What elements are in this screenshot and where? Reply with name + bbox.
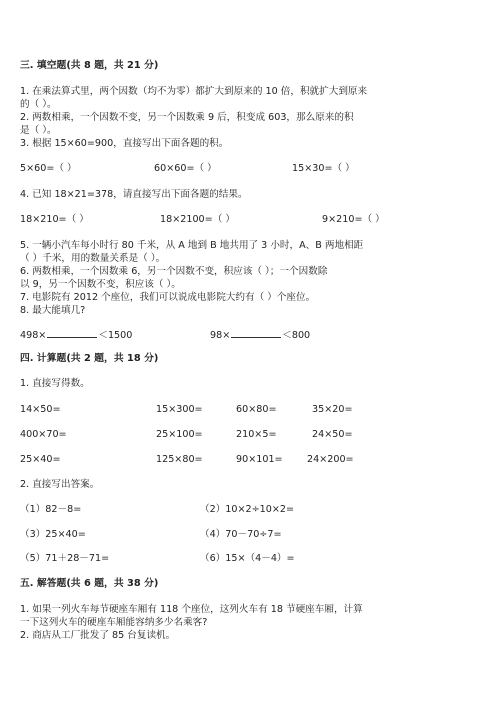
q3-8-item-2-blank[interactable] [231,329,281,338]
calc-r3-c1: 25×40= [20,454,61,465]
section-4-title: 四. 计算题(共 2 题，共 18 分) [20,353,159,364]
q3-8: 8. 最大能填几? [20,305,86,316]
calc-r1-c4: 35×20= [312,404,353,415]
answer-2: （2）10×2÷10×2= [200,504,295,515]
calc-r1-c2: 15×300= [156,404,203,415]
calc-r3-c4: 24×200= [307,454,354,465]
q5-2: 2. 商店从工厂批发了 85 台复读机。 [20,630,176,641]
calc-r2-c1: 400×70= [20,429,67,440]
q3-8-item-1-pre: 498× [20,330,47,341]
answer-6: （6）15×（4－4）= [200,553,295,564]
q3-4: 4. 已知 18×21=378，请直接写出下面各题的结果。 [20,189,248,200]
calc-r3-c3: 90×101= [236,454,283,465]
calc-r2-c4: 24×50= [312,429,353,440]
q3-8-item-2-post: ＜800 [282,330,311,341]
q3-8-item-2 [210,329,310,342]
calc-r1-c3: 60×80= [236,404,277,415]
q3-5-line2: （ ）千米，用的数量关系是（ ）。 [20,253,166,264]
section-5-title: 五. 解答题(共 6 题，共 38 分) [20,578,159,589]
q3-5-line1: 5. 一辆小汽车每小时行 80 千米，从 A 地到 B 地共用了 3 小时，A、B 两地相距 [20,240,364,251]
section-3-title: 三. 填空题(共 8 题，共 21 分) [20,60,159,71]
calc-r3-c2: 125×80= [156,454,203,465]
answer-4: （4）70－70÷7= [200,529,282,540]
q3-8-item-1-post: ＜1500 [98,330,133,341]
answer-3: （3）25×40= [20,529,86,540]
q3-3-item-3: 15×30=（ ） [292,163,355,174]
q3-8-item-2-pre: 98× [210,330,231,341]
q3-3: 3. 根据 15×60=900，直接写出下面各题的积。 [20,138,229,149]
q3-4-item-2: 18×2100=（ ） [160,214,235,225]
q3-8-item-1-blank[interactable] [47,329,97,338]
q3-6-line1: 6. 两数相乘，一个因数乘 6，另一个因数不变，积应该（ ）；一个因数除 [20,266,328,277]
answer-1: （1）82－8= [20,504,82,515]
q4-2: 2. 直接写出答案。 [20,479,100,490]
q5-1-line2: 一下这列火车的硬座车厢能容纳多少名乘客? [20,617,208,628]
answer-5: （5）71＋28－71= [20,553,110,564]
q3-1-line1: 1. 在乘法算式里，两个因数（均不为零）都扩大到原来的 10 倍，积就扩大到原来 [20,86,368,97]
q3-3-item-2: 60×60=（ ） [154,163,217,174]
q3-3-item-1: 5×60=（ ） [20,163,77,174]
calc-r1-c1: 14×50= [20,404,61,415]
q3-2-line1: 2. 两数相乘，一个因数不变，另一个因数乘 9 后，积变成 603，那么原来的积 [20,112,354,123]
calc-r2-c3: 210×5= [236,429,277,440]
q3-4-item-1: 18×210=（ ） [20,214,89,225]
q3-4-item-3: 9×210=（ ） [322,214,385,225]
q5-1-line1: 1. 如果一列火车每节硬座车厢有 118 个座位，这列火车有 18 节硬座车厢，计算 [20,604,363,615]
q3-8-item-1 [20,329,132,342]
q3-6-line2: 以 9，另一个因数不变，积应该（ ）。 [20,279,181,290]
q3-2-line2: 是（ ）。 [20,125,57,136]
q4-1: 1. 直接写得数。 [20,378,90,389]
q3-1-line2: 的（ ）。 [20,99,57,110]
calc-r2-c2: 25×100= [156,429,203,440]
q3-7: 7. 电影院有 2012 个座位，我们可以说成电影院大约有（ ）个座位。 [20,292,316,303]
